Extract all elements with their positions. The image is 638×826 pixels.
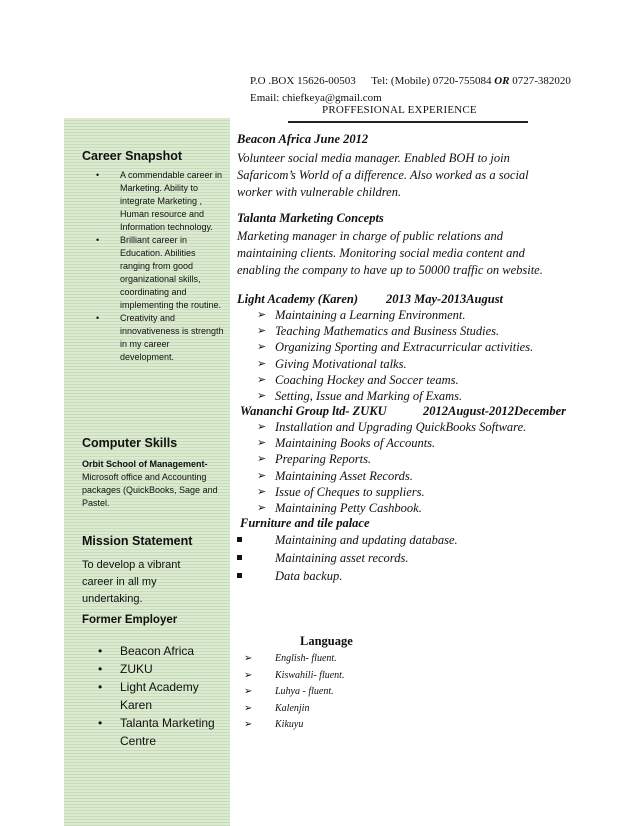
- arrow-bullet-icon: ➢: [244, 686, 253, 697]
- list-item: • ZUKU: [98, 662, 153, 676]
- contact-header: [250, 73, 571, 107]
- bullet-icon: •: [98, 716, 103, 730]
- list-item: Maintaining asset records.: [236, 549, 458, 567]
- telephone: Tel: (Mobile) 0720-755084: [371, 75, 492, 87]
- arrow-bullet-icon: ➢: [257, 390, 267, 403]
- arrow-bullet-icon: ➢: [257, 325, 267, 338]
- talanta-title: Talanta Marketing Concepts: [237, 211, 384, 225]
- computer-skills-text: [82, 458, 222, 510]
- list-item: • Brilliant career in Education. Abilities ranging from good organizational skills, coordinating and implementing the routine.: [96, 235, 222, 310]
- furniture-duties: [236, 531, 458, 585]
- bullet-icon: •: [98, 662, 103, 676]
- skills-detail: Microsoft office and Accounting packages (QuickBooks, Sage and Pastel.: [82, 472, 218, 508]
- beacon-title: Beacon Africa June 2012: [237, 132, 369, 146]
- skills-org: Orbit School of Management-: [82, 459, 208, 469]
- list-item: ➢ Kiswahili- fluent.: [244, 668, 344, 685]
- wananchi-duties: [257, 419, 526, 516]
- list-item: ➢ Maintaining Books of Accounts.: [257, 436, 436, 451]
- career-snapshot-list: [84, 169, 224, 364]
- employer-list: [84, 642, 224, 750]
- language-list: [244, 651, 344, 734]
- list-item: Maintaining and updating database.: [236, 531, 458, 549]
- arrow-bullet-icon: ➢: [257, 502, 267, 515]
- talanta-description: Marketing manager in charge of public relations and maintaining clients. Monitoring social media content and enabling the company to have up to 50000 traffic on website.: [237, 229, 543, 277]
- list-item: ➢ English- fluent.: [244, 651, 344, 668]
- bullet-icon: •: [96, 235, 100, 245]
- arrow-bullet-icon: ➢: [257, 373, 267, 386]
- mission-heading: Mission Statement: [82, 534, 193, 548]
- list-item: ➢ Organizing Sporting and Extracurricular activities.: [257, 340, 534, 355]
- list-item: ➢ Kikuyu: [244, 717, 344, 734]
- arrow-bullet-icon: ➢: [257, 469, 267, 482]
- arrow-bullet-icon: ➢: [244, 702, 253, 714]
- arrow-bullet-icon: ➢: [244, 669, 253, 681]
- bullet-icon: •: [96, 313, 100, 323]
- bullet-icon: •: [98, 680, 103, 694]
- career-snapshot-heading: Career Snapshot: [82, 149, 183, 163]
- arrow-bullet-icon: ➢: [244, 653, 253, 664]
- arrow-bullet-icon: ➢: [257, 341, 267, 354]
- divider: [288, 121, 528, 123]
- sidebar: [64, 118, 230, 826]
- list-item: • Talanta Marketing Centre: [98, 716, 215, 748]
- or-label: OR: [494, 75, 510, 87]
- arrow-bullet-icon: ➢: [257, 453, 267, 466]
- section-title: PROFFESIONAL EXPERIENCE: [322, 104, 477, 116]
- email: Email: chiefkeya@gmail.com: [250, 92, 382, 104]
- wananchi-title: Wananchi Group ltd- ZUKU: [240, 404, 387, 418]
- arrow-bullet-icon: ➢: [244, 719, 253, 730]
- square-bullet-icon: [237, 573, 242, 578]
- mission-text: To develop a vibrant career in all my undertaking.: [82, 559, 181, 605]
- postal-address: P.O .BOX 15626-00503: [250, 75, 356, 87]
- list-item: ➢ Giving Motivational talks.: [257, 356, 407, 371]
- arrow-bullet-icon: ➢: [257, 421, 267, 433]
- list-item: • A commendable career in Marketing. Ability to integrate Marketing , Human resource and Information technology.: [96, 170, 223, 232]
- telephone-alt: 0727-382020: [512, 75, 571, 87]
- arrow-bullet-icon: ➢: [257, 485, 267, 498]
- list-item: ➢ Maintaining Asset Records.: [257, 468, 413, 483]
- arrow-bullet-icon: ➢: [257, 309, 267, 321]
- arrow-bullet-icon: ➢: [257, 357, 267, 370]
- language-heading: Language: [300, 634, 353, 648]
- bullet-icon: •: [96, 170, 100, 180]
- list-item: ➢ Teaching Mathematics and Business Studies.: [257, 324, 500, 339]
- list-item: ➢ Maintaining Petty Cashbook.: [257, 501, 422, 516]
- square-bullet-icon: [237, 555, 242, 560]
- list-item: ➢ Installation and Upgrading QuickBooks Software.: [257, 420, 527, 434]
- furniture-title: Furniture and tile palace: [240, 516, 370, 530]
- arrow-bullet-icon: ➢: [257, 437, 267, 450]
- light-academy-date: 2013 May-2013August: [386, 292, 504, 306]
- list-item: ➢ Coaching Hockey and Soccer teams.: [257, 372, 459, 387]
- light-academy-duties: [257, 307, 533, 404]
- list-item: ➢ Kalenjin: [244, 701, 344, 718]
- list-item: ➢ Issue of Cheques to suppliers.: [257, 484, 425, 499]
- wananchi-date: 2012August-2012December: [423, 404, 567, 418]
- former-employer-heading: Former Employer: [82, 614, 178, 626]
- list-item: Data backup.: [236, 567, 458, 585]
- list-item: • Light Academy Karen: [98, 680, 199, 712]
- square-bullet-icon: [237, 537, 242, 542]
- computer-skills-heading: Computer Skills: [82, 436, 178, 450]
- list-item: ➢ Maintaining a Learning Environment.: [257, 308, 466, 322]
- phone-line: [250, 73, 571, 90]
- list-item: ➢ Setting, Issue and Marking of Exams.: [257, 389, 463, 404]
- list-item: • Creativity and innovativeness is strength in my career development.: [96, 313, 224, 362]
- beacon-description: Volunteer social media manager. Enabled BOH to join Safaricom’s World of a difference. Also worked as a social worker with vulnerable children.: [237, 151, 529, 199]
- list-item: ➢ Luhya - fluent.: [244, 684, 344, 701]
- list-item: • Beacon Africa: [98, 644, 195, 658]
- list-item: ➢ Preparing Reports.: [257, 452, 372, 467]
- bullet-icon: •: [98, 644, 103, 658]
- light-academy-title: Light Academy (Karen): [237, 292, 359, 306]
